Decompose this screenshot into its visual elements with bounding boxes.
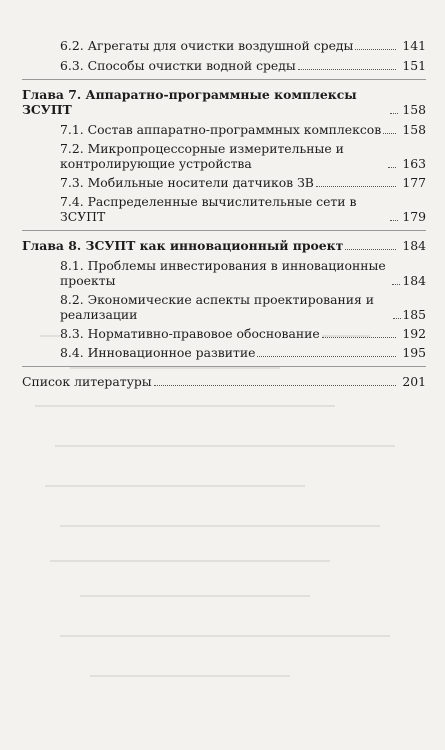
toc-entry-8-1: [22, 258, 426, 288]
dot-leader: [383, 133, 396, 134]
dot-leader: [316, 186, 396, 187]
toc-page-number: 158: [396, 122, 426, 137]
toc-chapter-title: Глава 8. ЗСУПТ как инновационный проект: [22, 238, 344, 253]
toc-page-number: 179: [398, 209, 426, 224]
toc-entry-title: 8.2. Экономические аспекты проектирования и реализации: [60, 292, 393, 322]
toc-entry-title: 7.3. Мобильные носители датчиков ЗВ: [60, 175, 314, 190]
toc-entry-title: 8.3. Нормативно-правовое обоснование: [60, 326, 320, 341]
dot-leader: [355, 49, 396, 50]
toc-entry-7-1: [22, 122, 426, 137]
toc-entry-8-3: [22, 326, 426, 341]
table-of-contents: [22, 38, 426, 389]
toc-entry-8-4: [22, 345, 426, 360]
dot-leader: [345, 249, 396, 250]
dot-leader: [298, 69, 396, 70]
section-divider: [22, 79, 426, 80]
section-divider: [22, 230, 426, 231]
toc-entry-title: 8.1. Проблемы инвестирования в инновационные проекты: [60, 258, 392, 288]
toc-chapter-8: [22, 238, 426, 253]
dot-leader: [393, 318, 401, 319]
toc-page-number: 141: [396, 38, 426, 53]
toc-entry-title: 6.2. Агрегаты для очистки воздушной среды: [60, 38, 354, 53]
toc-entry-title: 8.4. Инновационное развитие: [60, 345, 256, 360]
toc-entry-title: 6.3. Способы очистки водной среды: [60, 58, 296, 73]
dot-leader: [392, 284, 400, 285]
toc-entry-title: Список литературы: [22, 374, 152, 389]
toc-page-number: 184: [400, 273, 426, 288]
toc-references: [22, 374, 426, 389]
toc-entry-7-2: [22, 141, 426, 171]
toc-entry-6-3: [22, 58, 426, 73]
toc-page-number: 158: [398, 102, 426, 117]
toc-page-number: 195: [396, 345, 426, 360]
dot-leader: [154, 385, 396, 386]
toc-page-number: 201: [396, 374, 426, 389]
toc-page-number: 192: [396, 326, 426, 341]
toc-entry-8-2: [22, 292, 426, 322]
toc-entry-7-4: [22, 194, 426, 224]
toc-entry-title: 7.2. Микропроцессорные измерительные и контролирующие устройства: [60, 141, 388, 171]
toc-chapter-title: Глава 7. Аппаратно-программные комплексы ЗСУПТ: [22, 87, 390, 117]
section-divider: [22, 366, 426, 367]
dot-leader: [390, 220, 398, 221]
dot-leader: [390, 113, 398, 114]
toc-page-number: 177: [396, 175, 426, 190]
toc-chapter-7: [22, 87, 426, 117]
toc-page-number: 163: [396, 156, 426, 171]
dot-leader: [388, 167, 396, 168]
toc-entry-7-3: [22, 175, 426, 190]
toc-page-number: 185: [402, 307, 426, 322]
dot-leader: [322, 337, 396, 338]
toc-page-number: 184: [396, 238, 426, 253]
toc-entry-title: 7.1. Состав аппаратно-программных комплексов: [60, 122, 382, 137]
toc-page-number: 151: [396, 58, 426, 73]
toc-entry-6-2: [22, 38, 426, 53]
dot-leader: [257, 356, 396, 357]
toc-entry-title: 7.4. Распределенные вычислительные сети в ЗСУПТ: [60, 194, 390, 224]
